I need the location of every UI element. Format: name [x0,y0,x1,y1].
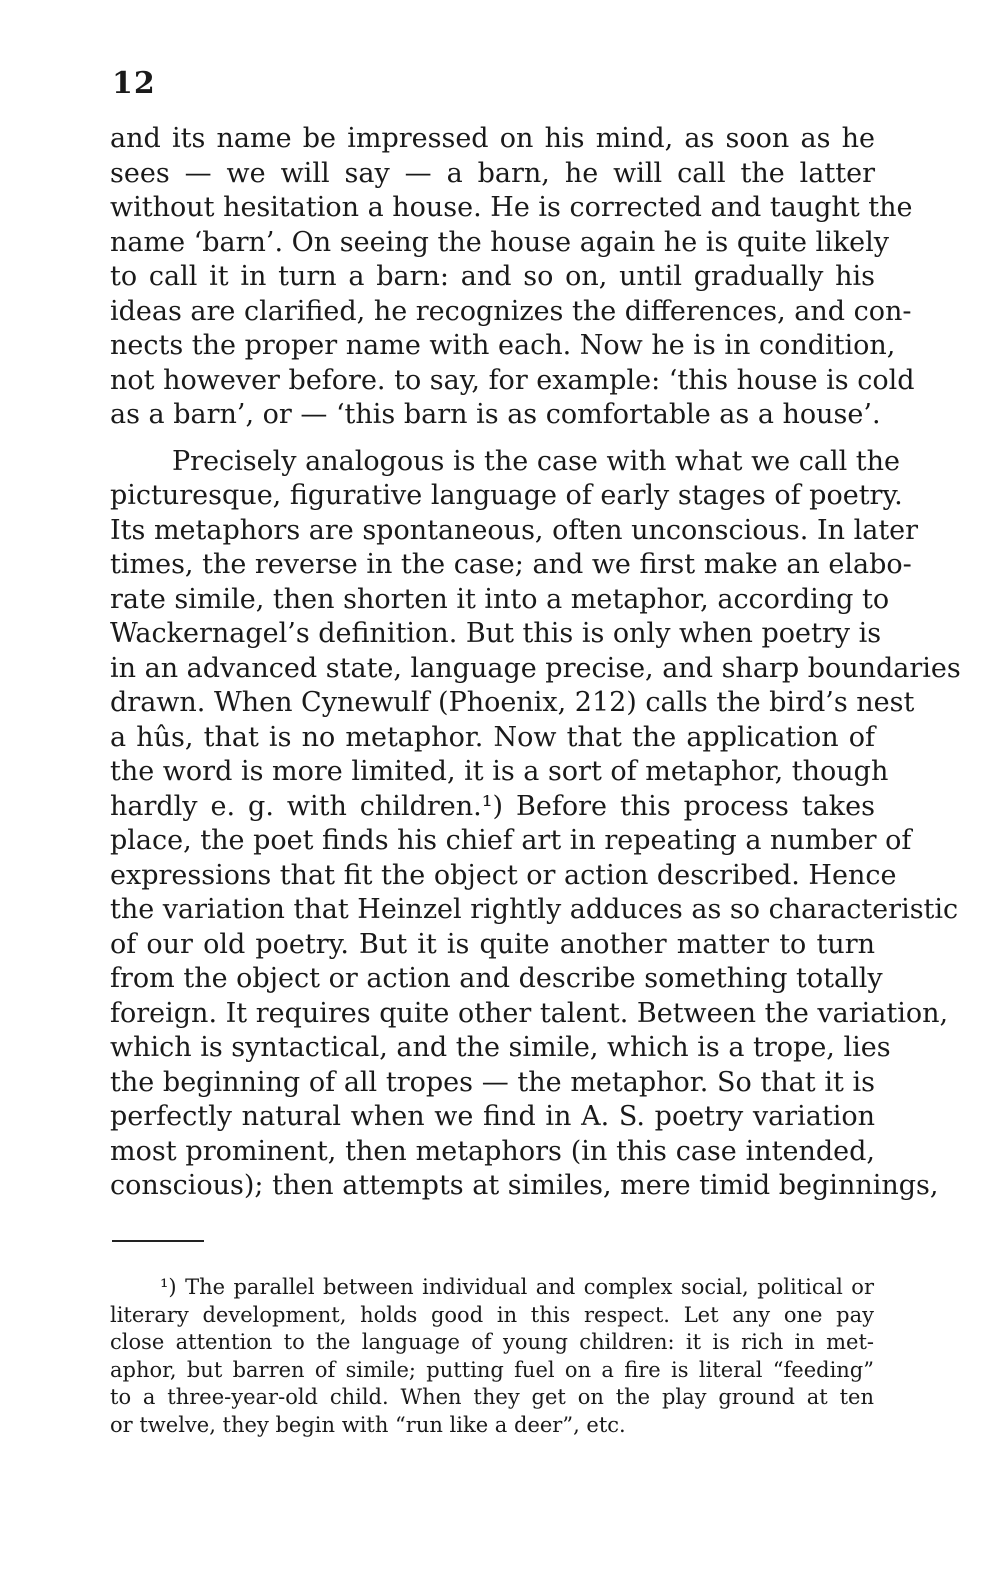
text-line: nects the proper name with each. Now he is in condition, [110,330,896,361]
text-line: Its metaphors are spontaneous, often unconscious. In later [110,514,919,546]
text-line: drawn. When Cynewulf (Phoenix, 212) calls the bird’s nest [110,687,915,718]
page-number: 12 [112,66,156,101]
footnote-line: close attention to the language of young children: it is rich in met- [110,1330,874,1354]
text-line: ideas are clarified, he recognizes the differences, and con- [110,295,912,327]
text-line: the word is more limited, it is a sort of metaphor, though [110,756,889,787]
text-line: expressions that fit the object or action described. Hence [110,859,897,891]
text-line: without hesitation a house. He is corrected and taught the [110,192,913,223]
text-line: from the object or action and describe something totally [110,963,883,994]
text-line: picturesque, figurative language of early stages of poetry. [110,480,903,511]
body-text [110,122,961,1204]
footnote-line: to a three-year-old child. When they get on the play ground at ten [110,1385,874,1409]
text-line: not however before. to say, for example: ‘this house is cold [110,364,915,396]
footnote-line: aphor, but barren of simile; putting fuel on a fire is literal “feeding” [110,1357,874,1382]
text-line: times, the reverse in the case; and we first make an elabo- [110,549,912,580]
text-line: the variation that Heinzel rightly adduces as so characteristic [110,894,959,925]
paragraph-2 [110,445,961,1204]
text-line: in an advanced state, language precise, and sharp boundaries [110,652,961,684]
text-line: Precisely analogous is the case with what we call the [172,445,901,477]
text-line: as a barn’, or — ‘this barn is as comfortable as a house’. [110,399,881,430]
text-line: place, the poet finds his chief art in repeating a number of [110,825,912,856]
text-line: a hûs, that is no metaphor. Now that the application of [110,721,875,753]
text-line: conscious); then attempts at similes, mere timid beginnings, [110,1170,939,1201]
text-line: which is syntactical, and the simile, which is a trope, lies [110,1032,891,1063]
footnote [110,1274,874,1439]
text-line: of our old poetry. But it is quite another matter to turn [110,928,875,960]
text-line: the beginning of all tropes — the metaphor. So that it is [110,1066,875,1098]
text-line: and its name be impressed on his mind, as soon as he [110,123,875,154]
footnote-line: literary development, holds good in this respect. Let any one pay [110,1302,874,1327]
footnote-divider [112,1240,204,1242]
text-line: to call it in turn a barn: and so on, until gradually his [110,261,875,292]
text-line: Wackernagel’s definition. But this is only when poetry is [110,618,882,649]
text-line: foreign. It requires quite other talent. Between the variation, [110,997,949,1029]
footnote-line: ¹) The parallel between individual and complex social, political or [160,1275,874,1299]
text-line: name ‘barn’. On seeing the house again he is quite likely [110,226,890,258]
footnote-line: or twelve, they begin with “run like a deer”, etc. [110,1412,626,1437]
text-line: hardly e. g. with children.¹) Before this process takes [110,790,875,822]
paragraph-1 [110,122,915,433]
text-line: perfectly natural when we find in A. S. poetry variation [110,1101,875,1132]
text-line: most prominent, then metaphors (in this case intended, [110,1135,875,1167]
text-line: sees — we will say — a barn, he will call the latter [110,157,875,189]
text-line: rate simile, then shorten it into a metaphor, according to [110,583,890,615]
